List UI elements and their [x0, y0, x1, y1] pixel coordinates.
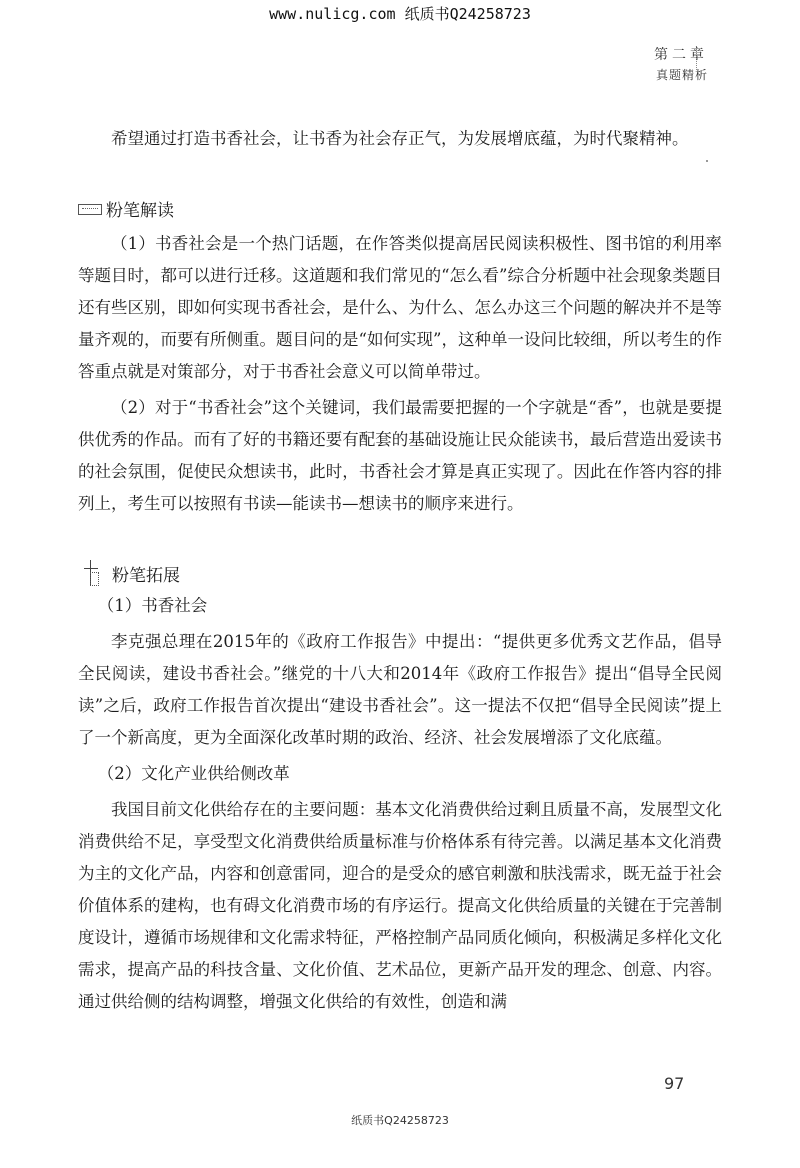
interpretation-paragraph-1: （1）书香社会是一个热门话题，在作答类似提高居民阅读积极性、图书馆的利用率等题目时，都可以进行迁移。这道题和我们常见的“怎么看”综合分析题中社会现象类题目还有些区别，即如何实现书香社会，是什么、为什么、怎么办这三个问题的解决并不是等量齐观的，而要有所侧重。题目问的是“如何实现”，这种单一设问比较细，所以考生的作答重点就是对策部分，对于书香社会意义可以简单带过。 [78, 234, 722, 381]
watermark-bottom: 纸质书Q24258723 [351, 1114, 449, 1127]
intro-paragraph: 希望通过打造书香社会，让书香为社会存正气，为发展增底蕴，为时代聚精神。 [111, 129, 689, 148]
expansion-paragraph-2: 我国目前文化供给存在的主要问题：基本文化消费供给过剩且质量不高，发展型文化消费供给不足，享受型文化消费供给质量标准与价格体系有待完善。以满足基本文化消费为主的文化产品，内容和创意雷同，迎合的是受众的感官刺激和肤浅需求，既无益于社会价值体系的建构，也有碍文化消费市场的有序运行。提高文化供给质量的关键在于完善制度设计，遵循市场规律和文化需求特征，严格控制产品同质化倾向，积极满足多样化文化需求，提高产品的科技含量、文化价值、艺术品位，更新产品开发的理念、创意、内容。通过供给侧的结构调整，增强文化供给的有效性，创造和满 [78, 800, 722, 1011]
expansion-icon [84, 560, 98, 586]
intro-block [78, 123, 722, 155]
margin-dot [706, 160, 708, 162]
chapter-subtitle: 真题精析 [655, 68, 708, 82]
subsection-heading-1: （1）书香社会 [97, 596, 208, 615]
book-label-icon [78, 204, 102, 215]
interpretation-paragraph-2: （2）对于“书香社会”这个关键词，我们最需要把握的一个字就是“香”，也就是要提供优秀的作品。而有了好的书籍还要有配套的基础设施让民众能读书，最后营造出爱读书的社会氛围，促使民众想读书，此时，书香社会才算是真正实现了。因此在作答内容的排列上，考生可以按照有书读—能读书—想读书的顺序来进行。 [78, 398, 722, 513]
subsection-heading-2: （2）文化产业供给侧改革 [97, 764, 290, 783]
section-title-text: 粉笔拓展 [112, 565, 180, 586]
section-title-expansion [84, 560, 180, 586]
interpretation-body [78, 228, 722, 520]
chapter-label: 第二章 [654, 47, 708, 63]
section-title-interpretation [78, 196, 174, 221]
watermark-top: www.nulicg.com 纸质书Q24258723 [269, 5, 531, 23]
expansion-paragraph-1: 李克强总理在2015年的《政府工作报告》中提出：“提供更多优秀文艺作品，倡导全民阅读，建设书香社会。”继党的十八大和2014年《政府工作报告》提出“倡导全民阅读”之后，政府工作报告首次提出“建设书香社会”。这一提法不仅把“倡导全民阅读”提上了一个新高度，更为全面深化改革时期的政治、经济、社会发展增添了文化底蕴。 [78, 632, 722, 747]
page-number: 97 [664, 1074, 685, 1093]
expansion-body [78, 590, 722, 1018]
section-title-text: 粉笔解读 [106, 201, 174, 221]
chapter-header [654, 46, 708, 84]
